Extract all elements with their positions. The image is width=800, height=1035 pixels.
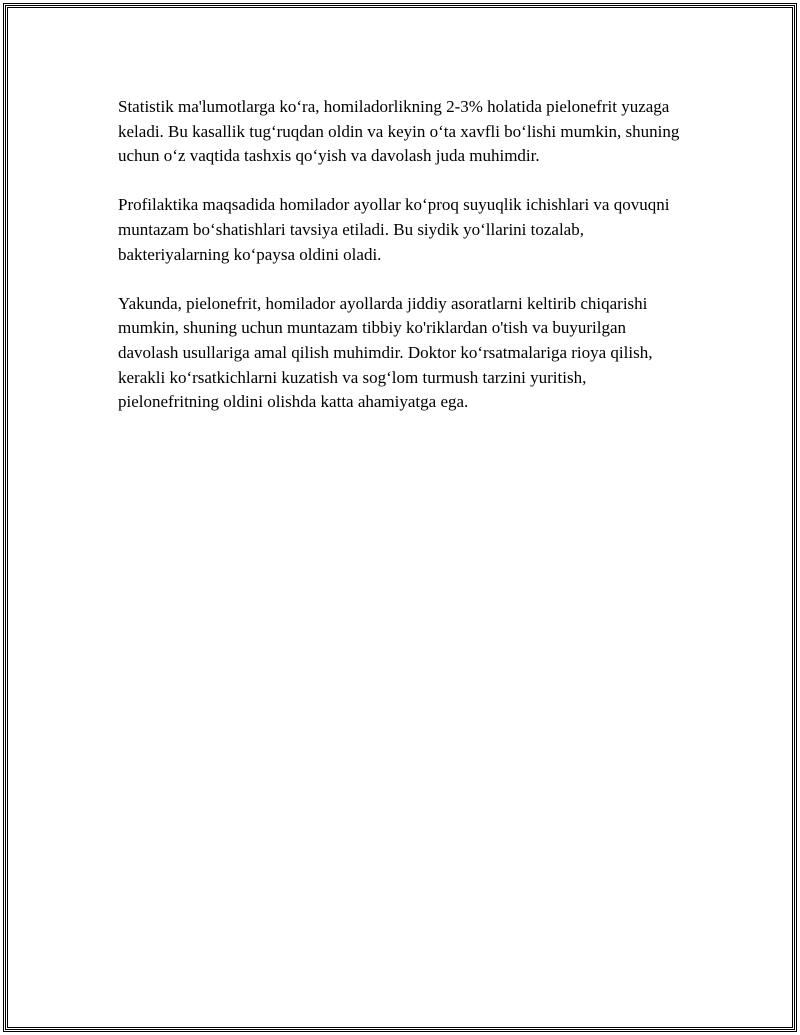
document-body	[118, 95, 688, 439]
paragraph-statistics: Statistik ma'lumotlarga ko‘ra, homiladorlikning 2-3% holatida pielonefrit yuzaga keladi. Bu kasallik tug‘ruqdan oldin va keyin o‘ta xavfli bo‘lishi mumkin, shuning uchun o‘z vaqtida tashxis qo‘yish va davolash juda muhimdir.	[118, 97, 680, 166]
page-border	[3, 3, 797, 1032]
paragraph-conclusion: Yakunda, pielonefrit, homilador ayollarda jiddiy asoratlarni keltirib chiqarishi mumkin, shuning uchun muntazam tibbiy ko'riklardan o'tish va buyurilgan davolash usullariga amal qilish muhimdir. Doktor ko‘rsatmalariga rioya qilish, kerakli ko‘rsatkichlarni kuzatish va sog‘lom turmush tarzini yuritish, pielonefritning oldini olishda katta ahamiyatga ega.	[118, 293, 653, 412]
paragraph-prevention: Profilaktika maqsadida homilador ayollar ko‘proq suyuqlik ichishlari va qovuqni muntazam bo‘shatishlari tavsiya etiladi. Bu siydik yo‘llarini tozalab, bakteriyalarning ko‘paysa oldini oladi.	[118, 195, 670, 264]
